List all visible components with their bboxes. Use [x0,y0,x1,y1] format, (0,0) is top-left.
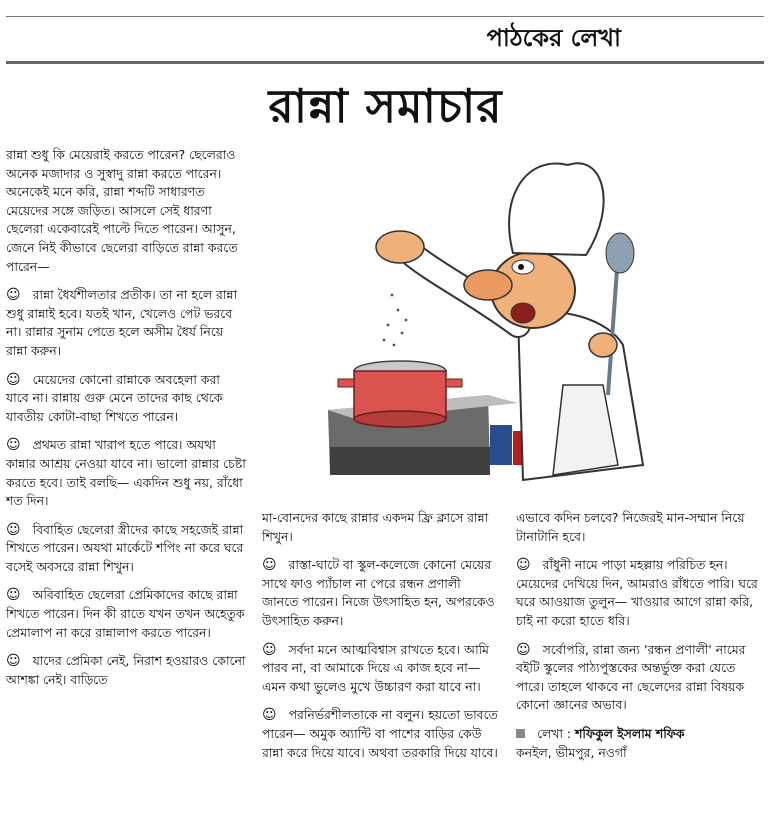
smiley-icon: ☺ [6,653,21,670]
list-item: ☺ পরনির্ভরশীলতাকে না বলুন। হয়তো ভাবতে পারেন— অমুক অ্যান্টি বা পাশের বাড়ির কেউ রান্না করে দিয়ে যাবে। অথবা তরকারি দিয়ে যাবে। [262,707,498,760]
intro-paragraph: রান্না শুধু কি মেয়েরাই করতে পারেন? ছেলেরাও অনেক মজাদার ও সুস্বাদু রান্না করতে পারেন। অনেকেই মনে করি, রান্না শব্দটি সাধারণত মেয়েদের সঙ্গে জড়িত। আসলে সেই ধারণা ছেলেরা একেবারেই পাল্টে দিতে পারেন। আসুন, জেনে নিই কীভাবে ছেলেরা বাড়িতে রান্না করতে পারেন— [6,147,238,274]
page-title: রান্না সমাচার [268,79,503,133]
header-rule [6,61,764,64]
column-middle [262,509,500,772]
smiley-icon: ☺ [6,437,21,454]
list-item: ☺ বিবাহিত ছেলেরা স্ত্রীদের কাছে সহজেই রান্না শিখতে পারেন। অযথা মার্কেটে শপিং না করে ঘরে বসেই অবসরে রান্না শিখুন। [6,521,244,574]
section-label: পাঠকের লেখা [486,24,621,52]
smiley-icon: ☺ [6,287,21,304]
smiley-icon: ☺ [262,557,277,574]
chef-cooking-illustration [318,135,668,500]
list-item: ☺ মেয়েদের কোনো রান্নাকে অবহেলা করা যাবে না। রান্নায় গুরু মেনে তাদের কাছ থেকে যাবতীয় কোটা-বাছা শিখতে পারেন। [6,371,223,424]
list-item: ☺ সর্বদা মনে আত্মবিশ্বাস রাখতে হবে। আমি পারব না, বা আমাকে দিয়ে এ কাজ হবে না— এমন কথা ভুলেও মুখে উচ্চারণ করা যাবে না। [262,641,489,694]
smiley-icon: ☺ [516,557,531,574]
column-left [6,146,246,699]
list-item: ☺ প্রথমত রান্না খারাপ হতে পারে। অযথা কান্নার আশ্রয় নেওয়া যাবে না। ভালো রান্নার চেষ্টা করতে হবে। তাই বলছি— একদিন শুধু নয়, রাঁধো শত দিন। [6,437,246,509]
smiley-icon: ☺ [6,587,21,604]
list-item: ☺ রাঁধুনী নামে পাড়া মহল্লায় পরিচিত হন। মেয়েদের দেখিয়ে দিন, আমরাও রাঁধতে পারি। ঘরে ঘরে আওয়াজ তুলুন— খাওয়ার আগে রান্না করি, চাই না করো হাতে ধরি। [516,557,758,628]
author-byline: লেখা : শফিকুল ইসলাম শফিক কনইল, ভীমপুর, নওগাঁ [516,725,685,760]
top-rule [6,16,764,17]
cooking-pot-icon [338,361,462,427]
smiley-icon: ☺ [516,641,531,658]
continuation-paragraph: মা-বোনদের কাছে রান্নার একদম ফ্রি ক্লাসে রান্না শিখুন। [262,510,489,544]
square-bullet-icon [516,729,525,738]
list-item: ☺ যাদের প্রেমিকা নেই, নিরাশ হওয়ারও কোনো আশঙ্কা নেই। বাড়িতে [6,653,246,687]
list-item: ☺ অবিবাহিত ছেলেরা প্রেমিকাদের কাছে রান্না শিখতে পারেন। দিন কী রাতে যখন তখন অহেতুক প্রেমালাপ না করে রান্নালাপ করতে পারেন। [6,587,245,640]
list-item: ☺ রান্না ধৈর্যশীলতার প্রতীক। তা না হলে রান্না শুধু রান্নাই হবে। যতই খান, খেলেও পেট ভরবে না। রান্নার সুনাম পেতে হলে অসীম ধৈর্য নিয়ে রান্না করুন। [6,287,238,358]
smiley-icon: ☺ [262,641,277,658]
smiley-icon: ☺ [262,707,277,724]
salt-sprinkle-icon [383,294,408,347]
continuation-paragraph: এভাবে কদিন চলবে? নিজেরই মান-সম্মান নিয়ে টানাটানি হবে। [516,510,745,544]
column-right [516,509,764,762]
list-item: ☺ রাস্তা-ঘাটে বা স্কুল-কলেজে কোনো মেয়ের সাথে ফাও প্যাঁচাল না পেরে রন্ধন প্রণালী জানতে পারেন। নিজে উৎসাহিত হন, অপরকেও উৎসাহিত করুন। [262,557,495,628]
author-place: কনইল, ভীমপুর, নওগাঁ [516,744,627,760]
author-name: শফিকুল ইসলাম শফিক [575,725,685,741]
list-item: ☺ সর্বোপরি, রান্না জন্য 'রন্ধন প্রণালী' নামের বইটি স্কুলের পাঠ্যপুস্তকের অন্তর্ভুক্ত করা যেতে পারে। তাহলে থাকবে না ছেলেদের রান্না বিষয়ক কোনো জ্ঞানের অভাব। [516,641,746,713]
smiley-icon: ☺ [6,371,21,388]
smiley-icon: ☺ [6,521,21,538]
